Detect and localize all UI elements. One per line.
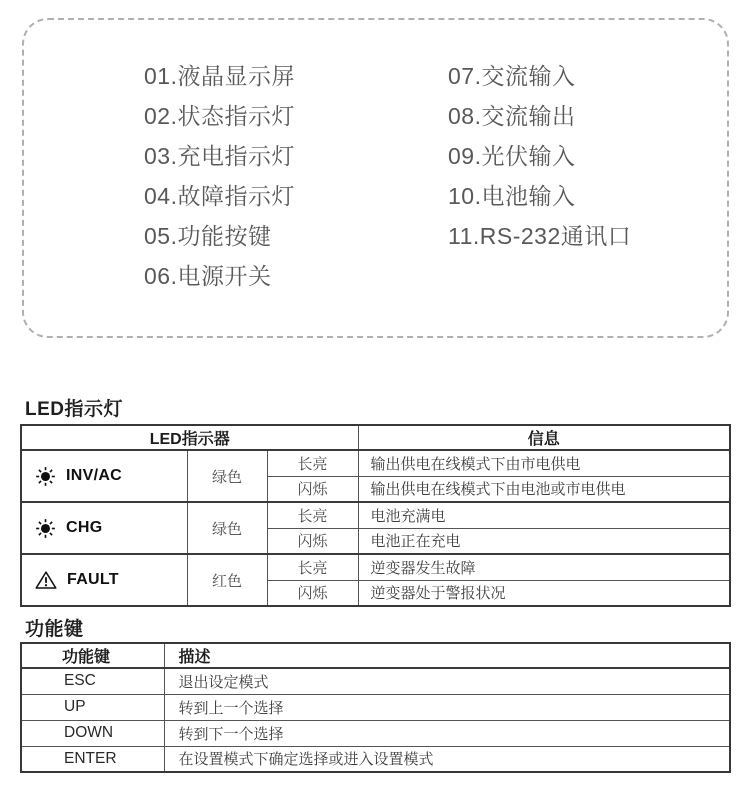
led-name-cell-inv-ac (21, 450, 187, 502)
led-state-cell: 长亮 (267, 502, 358, 528)
led-indicator-table (20, 424, 731, 607)
led-state-cell: 闪烁 (267, 476, 358, 502)
led-color-cell: 红色 (187, 554, 267, 606)
parts-legend-right-column (448, 56, 727, 296)
function-description-cell: 在设置模式下确定选择或进入设置模式 (164, 746, 730, 772)
function-key-section-title: 功能键 (25, 619, 84, 640)
led-sun-icon (35, 466, 56, 487)
function-description-cell: 退出设定模式 (164, 668, 730, 694)
led-name-label: INV/AC (66, 467, 123, 484)
function-description-header: 描述 (164, 643, 730, 668)
led-state-cell: 长亮 (267, 554, 358, 580)
function-key-cell: ENTER (21, 746, 164, 772)
function-row-down (21, 720, 730, 746)
led-state-cell: 闪烁 (267, 580, 358, 606)
parts-legend-columns (24, 20, 727, 296)
legend-item-rs232-port: 11.RS-232通讯口 (448, 223, 632, 249)
led-row-fault-solid (21, 554, 730, 580)
led-message-cell: 输出供电在线模式下由电池或市电供电 (358, 476, 730, 502)
function-table-header-row (21, 643, 730, 668)
parts-legend-left-column (144, 56, 448, 296)
function-description-cell: 转到上一个选择 (164, 694, 730, 720)
led-message-cell: 逆变器发生故障 (358, 554, 730, 580)
legend-item-power-switch: 06.电源开关 (144, 263, 272, 289)
function-key-cell: DOWN (21, 720, 164, 746)
led-name-label: CHG (66, 519, 103, 536)
legend-item-status-led: 02.状态指示灯 (144, 103, 295, 129)
led-state-cell: 长亮 (267, 450, 358, 476)
legend-item-ac-input: 07.交流输入 (448, 63, 576, 89)
led-name-label: FAULT (67, 571, 119, 588)
led-message-cell: 逆变器处于警报状况 (358, 580, 730, 606)
led-row-chg-solid (21, 502, 730, 528)
legend-item-lcd-display: 01.液晶显示屏 (144, 63, 295, 89)
led-message-cell: 电池充满电 (358, 502, 730, 528)
led-color-cell: 绿色 (187, 450, 267, 502)
led-indicator-header: LED指示器 (21, 425, 358, 450)
legend-item-battery-input: 10.电池输入 (448, 183, 576, 209)
led-name-cell-fault (21, 554, 187, 606)
function-row-esc (21, 668, 730, 694)
led-name-cell-chg (21, 502, 187, 554)
led-info-header: 信息 (358, 425, 730, 450)
led-message-cell: 输出供电在线模式下由市电供电 (358, 450, 730, 476)
function-row-up (21, 694, 730, 720)
function-key-cell: ESC (21, 668, 164, 694)
led-sun-icon (35, 518, 56, 539)
function-description-cell: 转到下一个选择 (164, 720, 730, 746)
led-row-inv-ac-solid (21, 450, 730, 476)
legend-item-charge-led: 03.充电指示灯 (144, 143, 295, 169)
function-row-enter (21, 746, 730, 772)
led-state-cell: 闪烁 (267, 528, 358, 554)
parts-legend-box (22, 18, 729, 338)
function-key-cell: UP (21, 694, 164, 720)
led-message-cell: 电池正在充电 (358, 528, 730, 554)
warning-triangle-icon (35, 570, 57, 590)
led-color-cell: 绿色 (187, 502, 267, 554)
led-section-title: LED指示灯 (25, 399, 124, 420)
function-key-table (20, 642, 731, 773)
legend-item-ac-output: 08.交流输出 (448, 103, 576, 129)
legend-item-pv-input: 09.光伏输入 (448, 143, 576, 169)
legend-item-function-buttons: 05.功能按键 (144, 223, 272, 249)
legend-item-fault-led: 04.故障指示灯 (144, 183, 295, 209)
led-table-header-row (21, 425, 730, 450)
function-key-header: 功能键 (21, 643, 164, 668)
